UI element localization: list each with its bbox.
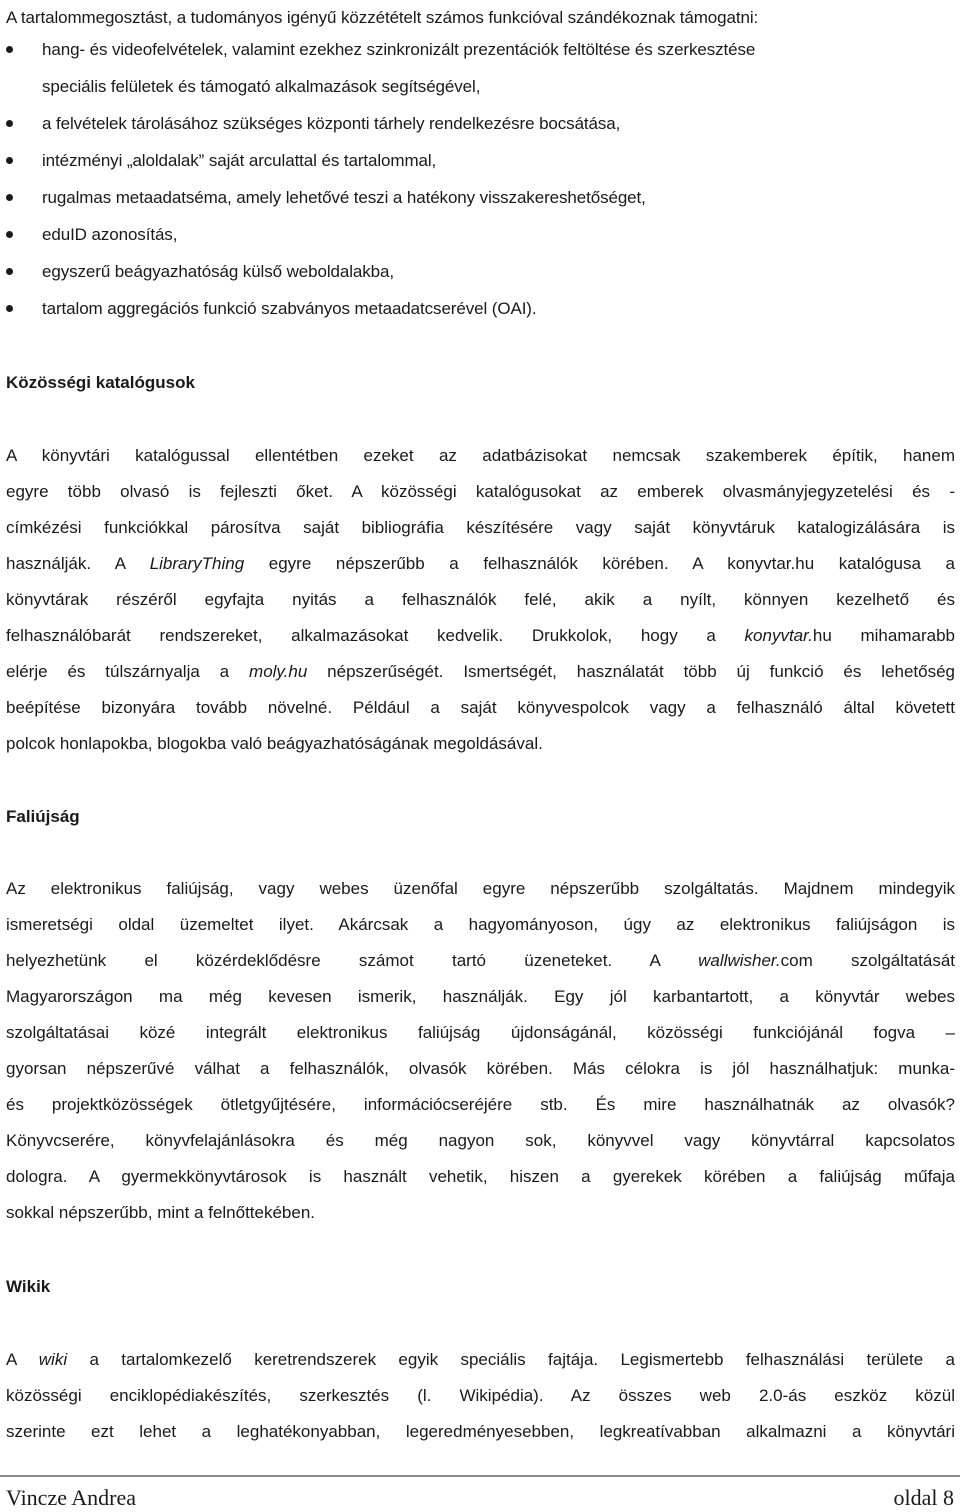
paragraph-line: beépítése bizonyára tovább növelné. Például a saját könyvespolcok vagy a felhasználó által követett bbox=[6, 698, 955, 717]
paragraph-line: könyvtárak részéről egyfajta nyitás a felhasználók felé, akik a nyílt, könnyen kezelhető és bbox=[6, 590, 955, 609]
paragraph-line: dologra. A gyermekkönyvtárosok is használt vehetik, hiszen a gyerekek körében a faliújság műfaja bbox=[6, 1167, 955, 1186]
bullet-icon bbox=[6, 305, 13, 312]
list-item bbox=[6, 109, 755, 146]
section-paragraph-faliujsag bbox=[6, 874, 955, 1234]
paragraph-line: Könyvcserére, könyvfelajánlásokra és még nagyon sok, könyvvel vagy könyvtárral kapcsolatos bbox=[6, 1131, 955, 1150]
section-heading-faliujsag: Faliújság bbox=[6, 807, 80, 826]
paragraph-line: gyorsan népszerűvé válhat a felhasználók, olvasók körében. Más célokra is jól használhatjuk: munka- bbox=[6, 1059, 955, 1078]
paragraph-line: helyezhetünk el közérdeklődésre számot tartó üzeneteket. A wallwisher.com szolgáltatását bbox=[6, 951, 955, 970]
list-item-text: tartalom aggregációs funkció szabványos metaadatcserével (OAI). bbox=[42, 299, 537, 318]
section-paragraph-kozossegi-katalogusok bbox=[6, 441, 955, 765]
paragraph-line: A könyvtári katalógussal ellentétben ezeket az adatbázisokat nemcsak szakemberek építik, hanem bbox=[6, 446, 955, 465]
paragraph-line: Az elektronikus faliújság, vagy webes üzenőfal egyre népszerűbb szolgáltatás. Majdnem mindegyik bbox=[6, 879, 955, 898]
paragraph-line: egyre több olvasó is fejleszti őket. A közösségi katalógusokat az emberek olvasmányjegyzetelési és - bbox=[6, 482, 955, 501]
list-item-text: egyszerű beágyazhatóság külső weboldalakba, bbox=[42, 262, 394, 281]
bullet-icon bbox=[6, 268, 13, 275]
list-item bbox=[6, 35, 755, 72]
list-item-continuation bbox=[6, 72, 755, 109]
bullet-icon bbox=[6, 120, 13, 127]
list-item bbox=[6, 257, 755, 294]
intro-text: A tartalommegosztást, a tudományos igényű közzétételt számos funkcióval szándékoznak támogatni: bbox=[6, 8, 759, 27]
bullet-icon bbox=[6, 231, 13, 238]
paragraph-line: elérje és túlszárnyalja a moly.hu népszerűségét. Ismertségét, használatát több új funkció és lehetőség bbox=[6, 662, 955, 681]
list-item bbox=[6, 183, 755, 220]
section-heading-wikik: Wikik bbox=[6, 1277, 51, 1296]
paragraph-line: szerinte ezt lehet a leghatékonyabban, legeredményesebben, legkreatívabban alkalmazni a könyvtári bbox=[6, 1422, 955, 1441]
list-item bbox=[6, 220, 755, 257]
footer-divider bbox=[0, 1475, 960, 1477]
paragraph-line: és projektközösségek ötletgyűjtésére, információcseréjére stb. És mire használhatnák az olvasók? bbox=[6, 1095, 955, 1114]
bullet-icon bbox=[6, 194, 13, 201]
paragraph-line: sokkal népszerűbb, mint a felnőttekében. bbox=[6, 1203, 316, 1222]
footer-author: Vincze Andrea bbox=[6, 1485, 137, 1510]
feature-list bbox=[6, 35, 755, 331]
section-heading-kozossegi-katalogusok: Közösségi katalógusok bbox=[6, 373, 195, 392]
paragraph-line: felhasználóbarát rendszereket, alkalmazásokat kedvelik. Drukkolok, hogy a konyvtar.hu mihamarabb bbox=[6, 626, 955, 645]
list-item-text: intézményi „aloldalak” saját arculattal és tartalommal, bbox=[42, 151, 437, 170]
list-item-text: speciális felületek és támogató alkalmazások segítségével, bbox=[42, 77, 481, 96]
bullet-icon bbox=[6, 157, 13, 164]
list-item-text: hang- és videofelvételek, valamint ezekhez szinkronizált prezentációk feltöltése és szerkesztése bbox=[42, 40, 756, 59]
list-item bbox=[6, 294, 755, 331]
paragraph-line: használják. A LibraryThing egyre népszerűbb a felhasználók körében. A konyvtar.hu katalógusa a bbox=[6, 554, 955, 573]
section-paragraph-wikik bbox=[6, 1345, 955, 1453]
list-item bbox=[6, 146, 755, 183]
list-item-text: eduID azonosítás, bbox=[42, 225, 178, 244]
paragraph-line: szolgáltatásai közé integrált elektronikus faliújság újdonságánál, közösségi funkciójánál fogva – bbox=[6, 1023, 955, 1042]
paragraph-line: közösségi enciklopédiakészítés, szerkesztés (l. Wikipédia). Az összes web 2.0-ás eszköz közül bbox=[6, 1386, 955, 1405]
list-item-text: a felvételek tárolásához szükséges központi tárhely rendelkezésre bocsátása, bbox=[42, 114, 621, 133]
bullet-icon bbox=[6, 46, 13, 53]
paragraph-line: A wiki a tartalomkezelő keretrendszerek egyik speciális fajtája. Legismertebb felhasználási területe a bbox=[6, 1350, 955, 1369]
paragraph-line: címkézési funkciókkal párosítva saját bibliográfia készítésére vagy saját könyvtáruk katalogizálására is bbox=[6, 518, 955, 537]
paragraph-line: Magyarországon ma még kevesen ismerik, használják. Egy jól karbantartott, a könyvtár webes bbox=[6, 987, 955, 1006]
list-item-text: rugalmas metaadatséma, amely lehetővé teszi a hatékony visszakereshetőséget, bbox=[42, 188, 646, 207]
paragraph-line: polcok honlapokba, blogokba való beágyazhatóságának megoldásával. bbox=[6, 734, 543, 753]
paragraph-line: ismeretségi oldal üzemeltet ilyet. Akárcsak a hagyományoson, úgy az elektronikus faliújságon is bbox=[6, 915, 955, 934]
footer-page-number: oldal 8 bbox=[893, 1485, 954, 1510]
